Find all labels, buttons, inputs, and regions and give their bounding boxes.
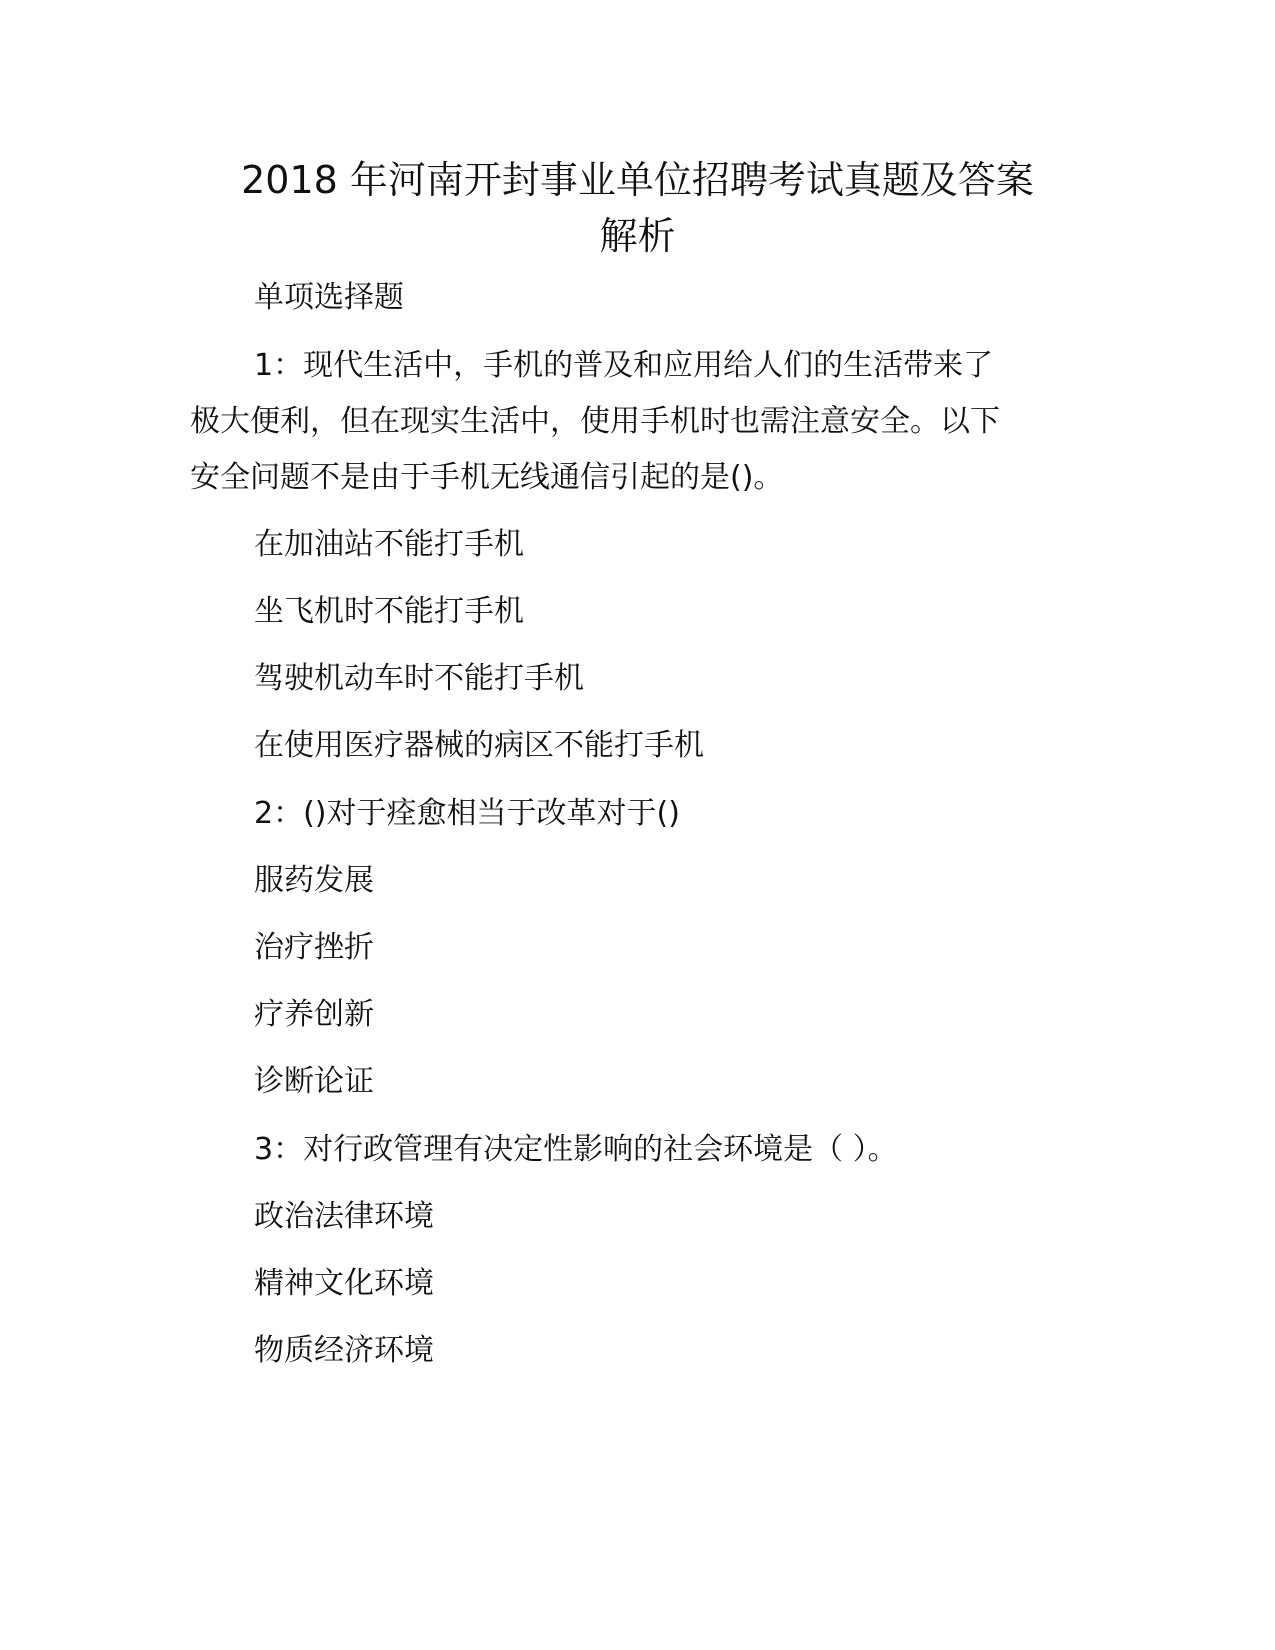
question-2-prompt: 2：()对于痊愈相当于改革对于() <box>254 796 680 831</box>
question-3-option-2: 精神文化环境 <box>254 1266 434 1301</box>
question-1-prompt-line-1: 1：现代生活中，手机的普及和应用给人们的生活带来了 <box>254 348 994 383</box>
question-2-option-3: 疗养创新 <box>254 997 374 1032</box>
question-3-option-3: 物质经济环境 <box>254 1333 434 1368</box>
question-1-prompt-line-2: 极大便利，但在现实生活中，使用手机时也需注意安全。以下 <box>190 404 1000 439</box>
document-title-line-1: 2018 年河南开封事业单位招聘考试真题及答案 <box>241 158 1034 202</box>
question-3-option-1: 政治法律环境 <box>254 1199 434 1234</box>
question-1-option-3: 驾驶机动车时不能打手机 <box>254 661 584 696</box>
question-1-option-4: 在使用医疗器械的病区不能打手机 <box>254 728 704 763</box>
question-2-option-1: 服药发展 <box>254 863 374 898</box>
section-label: 单项选择题 <box>254 280 404 315</box>
document-title-line-2: 解析 <box>599 214 676 258</box>
question-3-prompt: 3：对行政管理有决定性影响的社会环境是（ ）。 <box>254 1132 898 1167</box>
question-2-option-2: 治疗挫折 <box>254 930 374 965</box>
question-2-option-4: 诊断论证 <box>254 1064 374 1099</box>
question-1-option-1: 在加油站不能打手机 <box>254 527 524 562</box>
question-1-option-2: 坐飞机时不能打手机 <box>254 594 524 629</box>
question-1-prompt-line-3: 安全问题不是由于手机无线通信引起的是()。 <box>190 460 784 495</box>
